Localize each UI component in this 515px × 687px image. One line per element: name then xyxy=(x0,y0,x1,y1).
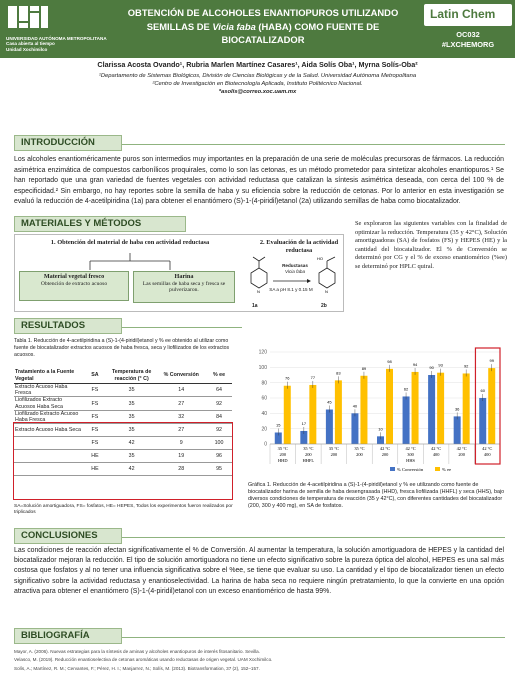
table-caption: Tabla 1. Reducción de 4-acetilpiridina a (S)-1-(4-piridil)etanol y % ee obtenido al utilizar como fuente de biocatalizador extractos acuosos de haba fresca, seca y liofilizados de los extractos acuosos. xyxy=(14,338,230,358)
legend-label: % Conversión xyxy=(397,467,424,472)
x-tick-temp: 35 °C xyxy=(303,446,314,451)
results-chart xyxy=(248,344,506,482)
reaction-buffer: SA a pH 8.1 y 0.15 M xyxy=(269,287,313,292)
data-label: 17 xyxy=(301,420,307,426)
table-cell: 42 xyxy=(107,463,157,476)
table-header: Tratamiento a la Fuente Vegetal xyxy=(14,368,83,384)
y-tick-label: 120 xyxy=(258,349,267,356)
table-cell: FS xyxy=(83,397,107,410)
svg-text:N: N xyxy=(257,289,260,294)
bar-ee xyxy=(335,380,342,444)
authors: Clarissa Acosta Ovando¹, Rubria Marlen Martínez Casares¹, Aida Solís Oba¹, Myrna Solís-Oba² xyxy=(97,60,418,69)
table-cell: 35 xyxy=(107,384,157,397)
table-cell: Liofilizados Extracto Acuosos Haba Seca xyxy=(14,397,83,410)
table-cell: HE xyxy=(83,450,107,463)
table-cell: FS xyxy=(83,384,107,397)
x-tick-temp: 42 °C xyxy=(379,446,391,451)
table-cell: Extracto Acuoso Haba Seca xyxy=(14,424,83,437)
section-results: RESULTADOS xyxy=(14,318,122,334)
table-cell: 35 xyxy=(107,410,157,423)
reaction-conditions: Reductasas Vicia faba xyxy=(282,263,308,274)
table-cell: 92 xyxy=(206,424,232,437)
table-cell: HE xyxy=(83,463,107,476)
data-label: 90 xyxy=(429,365,434,370)
latinxchem-logo: Latin Chem xyxy=(424,4,512,26)
bar-ee xyxy=(488,368,495,444)
poster-title: OBTENCIÓN DE ALCOHOLES ENANTIOPUROS UTILIZANDO SEMILLAS DE Vicia faba (HABA) COMO FUENTE DE BIOCATALIZADOR xyxy=(127,7,399,45)
table-header-row xyxy=(14,368,232,384)
divider xyxy=(122,637,505,638)
x-tick-temp: 42 °C xyxy=(431,446,442,451)
svg-text:HO: HO xyxy=(317,256,323,261)
method-step-2-title: 2. Evaluación de la actividad reductasa xyxy=(259,239,339,254)
bar-ee xyxy=(463,373,470,444)
x-group-label: HHD xyxy=(278,458,288,463)
divider xyxy=(122,537,505,538)
x-tick-mass: 200 xyxy=(458,452,465,457)
method-step-1-title: 1. Obtención del material de haba con actividad reductasa xyxy=(50,239,210,246)
table-cell: Extracto Acuoso Haba Fresca xyxy=(14,384,83,397)
data-label: 15 xyxy=(276,422,281,428)
bibliography-list xyxy=(14,648,504,673)
y-tick-label: 60 xyxy=(261,395,267,402)
bar-ee xyxy=(360,376,367,444)
reference: Solís, A.; Martínez, R. M.; Cervantes, F.; Pérez, H. I.; Manjarrez, N.; Solís, M. (2013). Biotransformation, 37 (2), 152–157. xyxy=(14,665,260,671)
bar-ee xyxy=(309,385,316,444)
intro-text: Los alcoholes enantioméricamente puros son intermedios muy importantes en la preparación de una serie de moléculas precursoras de fármacos. La reducción asimétrica enzimática de compuestos carbonílicos proquirales, como lo son las cetonas, es un método prometedor para sintetizar alcoholes enantiopuros.¹ Se han reportado que una gran variedad de fuentes vegetales con actividad reductasa que catalizan la síntesis asimétrica deseada, con cerca del 100 % de especificidad.² Sin embargo, no hay reportes sobre la semilla de haba y su eficiencia sobre la reducción de cetonas. Por lo anterior en esta investigación se evaluó la reducción de 4-acetilpiridina (1a) para obtener el enantiómero (S)-1-(4-piridil)etanol (2a) utilizando semillas de haba como biocatalizador. xyxy=(14,156,504,206)
table-header: SA xyxy=(83,368,107,384)
y-tick-label: 20 xyxy=(261,426,267,433)
x-tick-temp: 42 °C xyxy=(405,446,416,451)
product-label: 2b xyxy=(321,303,327,309)
table-cell: 42 xyxy=(107,437,157,450)
table-cell: 92 xyxy=(206,397,232,410)
branch-arrows xyxy=(75,253,185,271)
data-label: 36 xyxy=(454,406,460,412)
x-tick-temp: 35 °C xyxy=(328,446,339,451)
university-name: UNIVERSIDAD AUTÓNOMA METROPOLITANA Casa abierta al tiempo Unidad Xochimilco xyxy=(6,36,107,52)
table-cell: 28 xyxy=(156,463,206,476)
data-label: 83 xyxy=(336,370,341,376)
x-tick-mass: 200 xyxy=(356,452,363,457)
uam-mark-icon xyxy=(6,4,50,34)
methods-description: Se exploraron las siguientes variables con la finalidad de optimizar la reducción. Temperatura (35 y 42°C), Solución amortiguadoras (SA) de fosfatos (FS) y HEPES (HE) y la cantidad del biocatalizador. El % de Conversión se determinó por CG y el % de exceso enantiomérico (%ee) se determinó por HPLC quiral. xyxy=(355,220,507,270)
table-cell: 35 xyxy=(107,424,157,437)
chart-svg xyxy=(248,344,506,482)
legend-swatch xyxy=(435,467,440,471)
table-cell: 27 xyxy=(156,424,206,437)
table-cell: Liofilizado Extracto Acuoso Haba Fresca xyxy=(14,410,83,423)
table-cell: 27 xyxy=(156,397,206,410)
x-tick-mass: 200 xyxy=(330,452,338,457)
x-group-label: HHFL xyxy=(302,458,315,463)
x-tick-mass: 300 xyxy=(407,452,414,457)
box-material-fresco: Material vegetal fresco Obtención de extracto acuoso xyxy=(19,271,129,301)
data-label: 62 xyxy=(403,386,409,392)
contact-email: *asolis@correo.xoc.uam.mx xyxy=(218,89,297,95)
table-cell: FS xyxy=(83,410,107,423)
table-header: % Conversión xyxy=(156,368,206,384)
x-tick-mass: 200 xyxy=(279,452,287,457)
reference: Mayor, A. (2006). Nuevas estrategias para la síntesis de aminas y alcoholes enantiopuros de interés fitosanitario. Sevilla. xyxy=(14,649,260,654)
y-tick-label: 80 xyxy=(261,380,267,387)
affiliation-1: ¹Departamento de Sistemas Biológicos, División de Ciencias Biológicas y de la Salud. Universidad Autónoma Metropolitana xyxy=(98,73,417,79)
bar-conversion xyxy=(351,413,358,444)
data-label: 94 xyxy=(412,361,418,367)
x-tick-mass: 400 xyxy=(483,452,491,457)
bar-conversion xyxy=(403,396,410,444)
section-intro: INTRODUCCIÓN xyxy=(14,135,122,151)
x-tick-mass: 200 xyxy=(381,452,389,457)
substrate-label: 1a xyxy=(252,303,258,309)
table-cell: FS xyxy=(83,424,107,437)
x-tick-temp: 42 °C xyxy=(482,446,493,451)
bar-conversion xyxy=(326,410,333,445)
poster-code: OC032 #LXCHEMORG xyxy=(441,30,495,49)
section-bibliography: BIBLIOGRAFÍA xyxy=(14,628,122,644)
data-label: 93 xyxy=(438,362,443,368)
bar-conversion xyxy=(428,375,435,444)
legend-label: % ee xyxy=(442,467,452,472)
section-methods: MATERIALES Y MÉTODOS xyxy=(14,216,186,232)
bar-ee xyxy=(284,386,291,444)
table-cell: 35 xyxy=(107,397,157,410)
conclusions-text: Las condiciones de reacción afectan significativamente el % de Conversión. Al aumentar la temperatura, la solución amortiguadora de HEPES y la cantidad del biocatalizador mejoran la reducción. El tipo de solución amortiguadora no tiene un efecto significativo sobre la pureza óptica del alcohol, HEPES es una sal más costosa que fosfatos y al no tener una influencia significativa sobre el %ee, se tiene que evaluar su uso. La cantidad y el tipo de biocatalizador tienen un efecto significativo sobre la actividad reductasa y enantioselectividad. La harina de haba seca no requiere ningún pretratamiento, lo que la convierte en una opción atractiva para obtener el enantiómero (S)-1-(4-piridil)etanol con un exceso enantiomérico de hasta 99%. xyxy=(14,547,504,595)
x-tick-temp: 42 °C xyxy=(456,446,467,451)
data-label: 60 xyxy=(480,388,485,393)
table-cell: 19 xyxy=(156,450,206,463)
table-header: Temperatura de reacción (° C) xyxy=(107,368,157,384)
poster-header xyxy=(0,0,515,58)
table-cell: 96 xyxy=(206,450,232,463)
table-cell: FS xyxy=(83,437,107,450)
data-label: 45 xyxy=(327,399,332,405)
table-cell: 64 xyxy=(206,384,232,397)
data-label: 99 xyxy=(489,358,494,364)
bar-conversion xyxy=(454,416,461,444)
uam-logo xyxy=(6,4,107,56)
legend-swatch xyxy=(390,467,395,471)
y-tick-label: 40 xyxy=(261,410,267,417)
highlight-box xyxy=(13,422,233,500)
table-row xyxy=(14,384,232,397)
table-header: % ee xyxy=(206,368,232,384)
section-conclusions: CONCLUSIONES xyxy=(14,528,122,544)
data-label: 98 xyxy=(387,358,392,364)
table-cell: 14 xyxy=(156,384,206,397)
reference: Velasco, M. (2019). Reducción enantioselectiva de cetonas aromáticas usando reductasas de origen vegetal. UAM Xochimilco. xyxy=(14,657,273,663)
data-label: 89 xyxy=(361,365,367,371)
data-label: 77 xyxy=(310,374,316,380)
bar-ee xyxy=(412,372,419,444)
x-tick-mass: 400 xyxy=(432,452,440,457)
data-label: 10 xyxy=(378,426,383,432)
x-tick-mass: 200 xyxy=(305,452,312,457)
table-cell: 84 xyxy=(206,410,232,423)
table-cell: 9 xyxy=(156,437,206,450)
bar-ee xyxy=(386,369,393,444)
divider xyxy=(122,144,505,145)
y-tick-label: 100 xyxy=(258,364,267,371)
data-label: 40 xyxy=(352,403,358,409)
methods-panel xyxy=(14,234,344,312)
divider xyxy=(122,327,242,328)
svg-text:N: N xyxy=(325,289,328,294)
table-cell: 95 xyxy=(206,463,232,476)
y-tick-label: 0 xyxy=(264,441,267,448)
table-cell: 35 xyxy=(107,450,157,463)
x-group-label: HHS xyxy=(406,458,415,463)
affiliation-2: ²Centro de Investigación en Biotecnología Aplicada, Instituto Politécnico Nacional. xyxy=(152,81,363,87)
bar-conversion xyxy=(479,398,486,444)
box-harina: Harina Las semillas de haba seca y fresca se pulverizaron. xyxy=(133,271,235,303)
table-cell: 100 xyxy=(206,437,232,450)
x-tick-temp: 35 °C xyxy=(354,446,365,451)
table-cell: 32 xyxy=(156,410,206,423)
bar-ee xyxy=(437,373,444,444)
figure-caption: Gráfica 1. Reducción de 4-acetilpiridina a (S)-1-(4-piridil)etanol y % ee utilizando como fuente de biocatalizador harina de semilla de haba desengrasada (HHD), fresca liofilizada (HHFL) y seca (HHS), bajo diversos condiciones de temperatura de reacción (35 y 42°C), con diferentes cantidades del biocatalizador (200, 300 y 400 mg), en SA de fosfatos. xyxy=(248,482,505,509)
x-tick-temp: 35 °C xyxy=(277,446,288,451)
table-row xyxy=(14,397,232,410)
table-footnote: SA=Solución amortiguadora, FS= fosfatos, HE= HEPES, Todos los experimentos fueron realizados por triplicados xyxy=(14,504,233,516)
data-label: 76 xyxy=(285,375,290,381)
data-label: 92 xyxy=(463,363,469,369)
